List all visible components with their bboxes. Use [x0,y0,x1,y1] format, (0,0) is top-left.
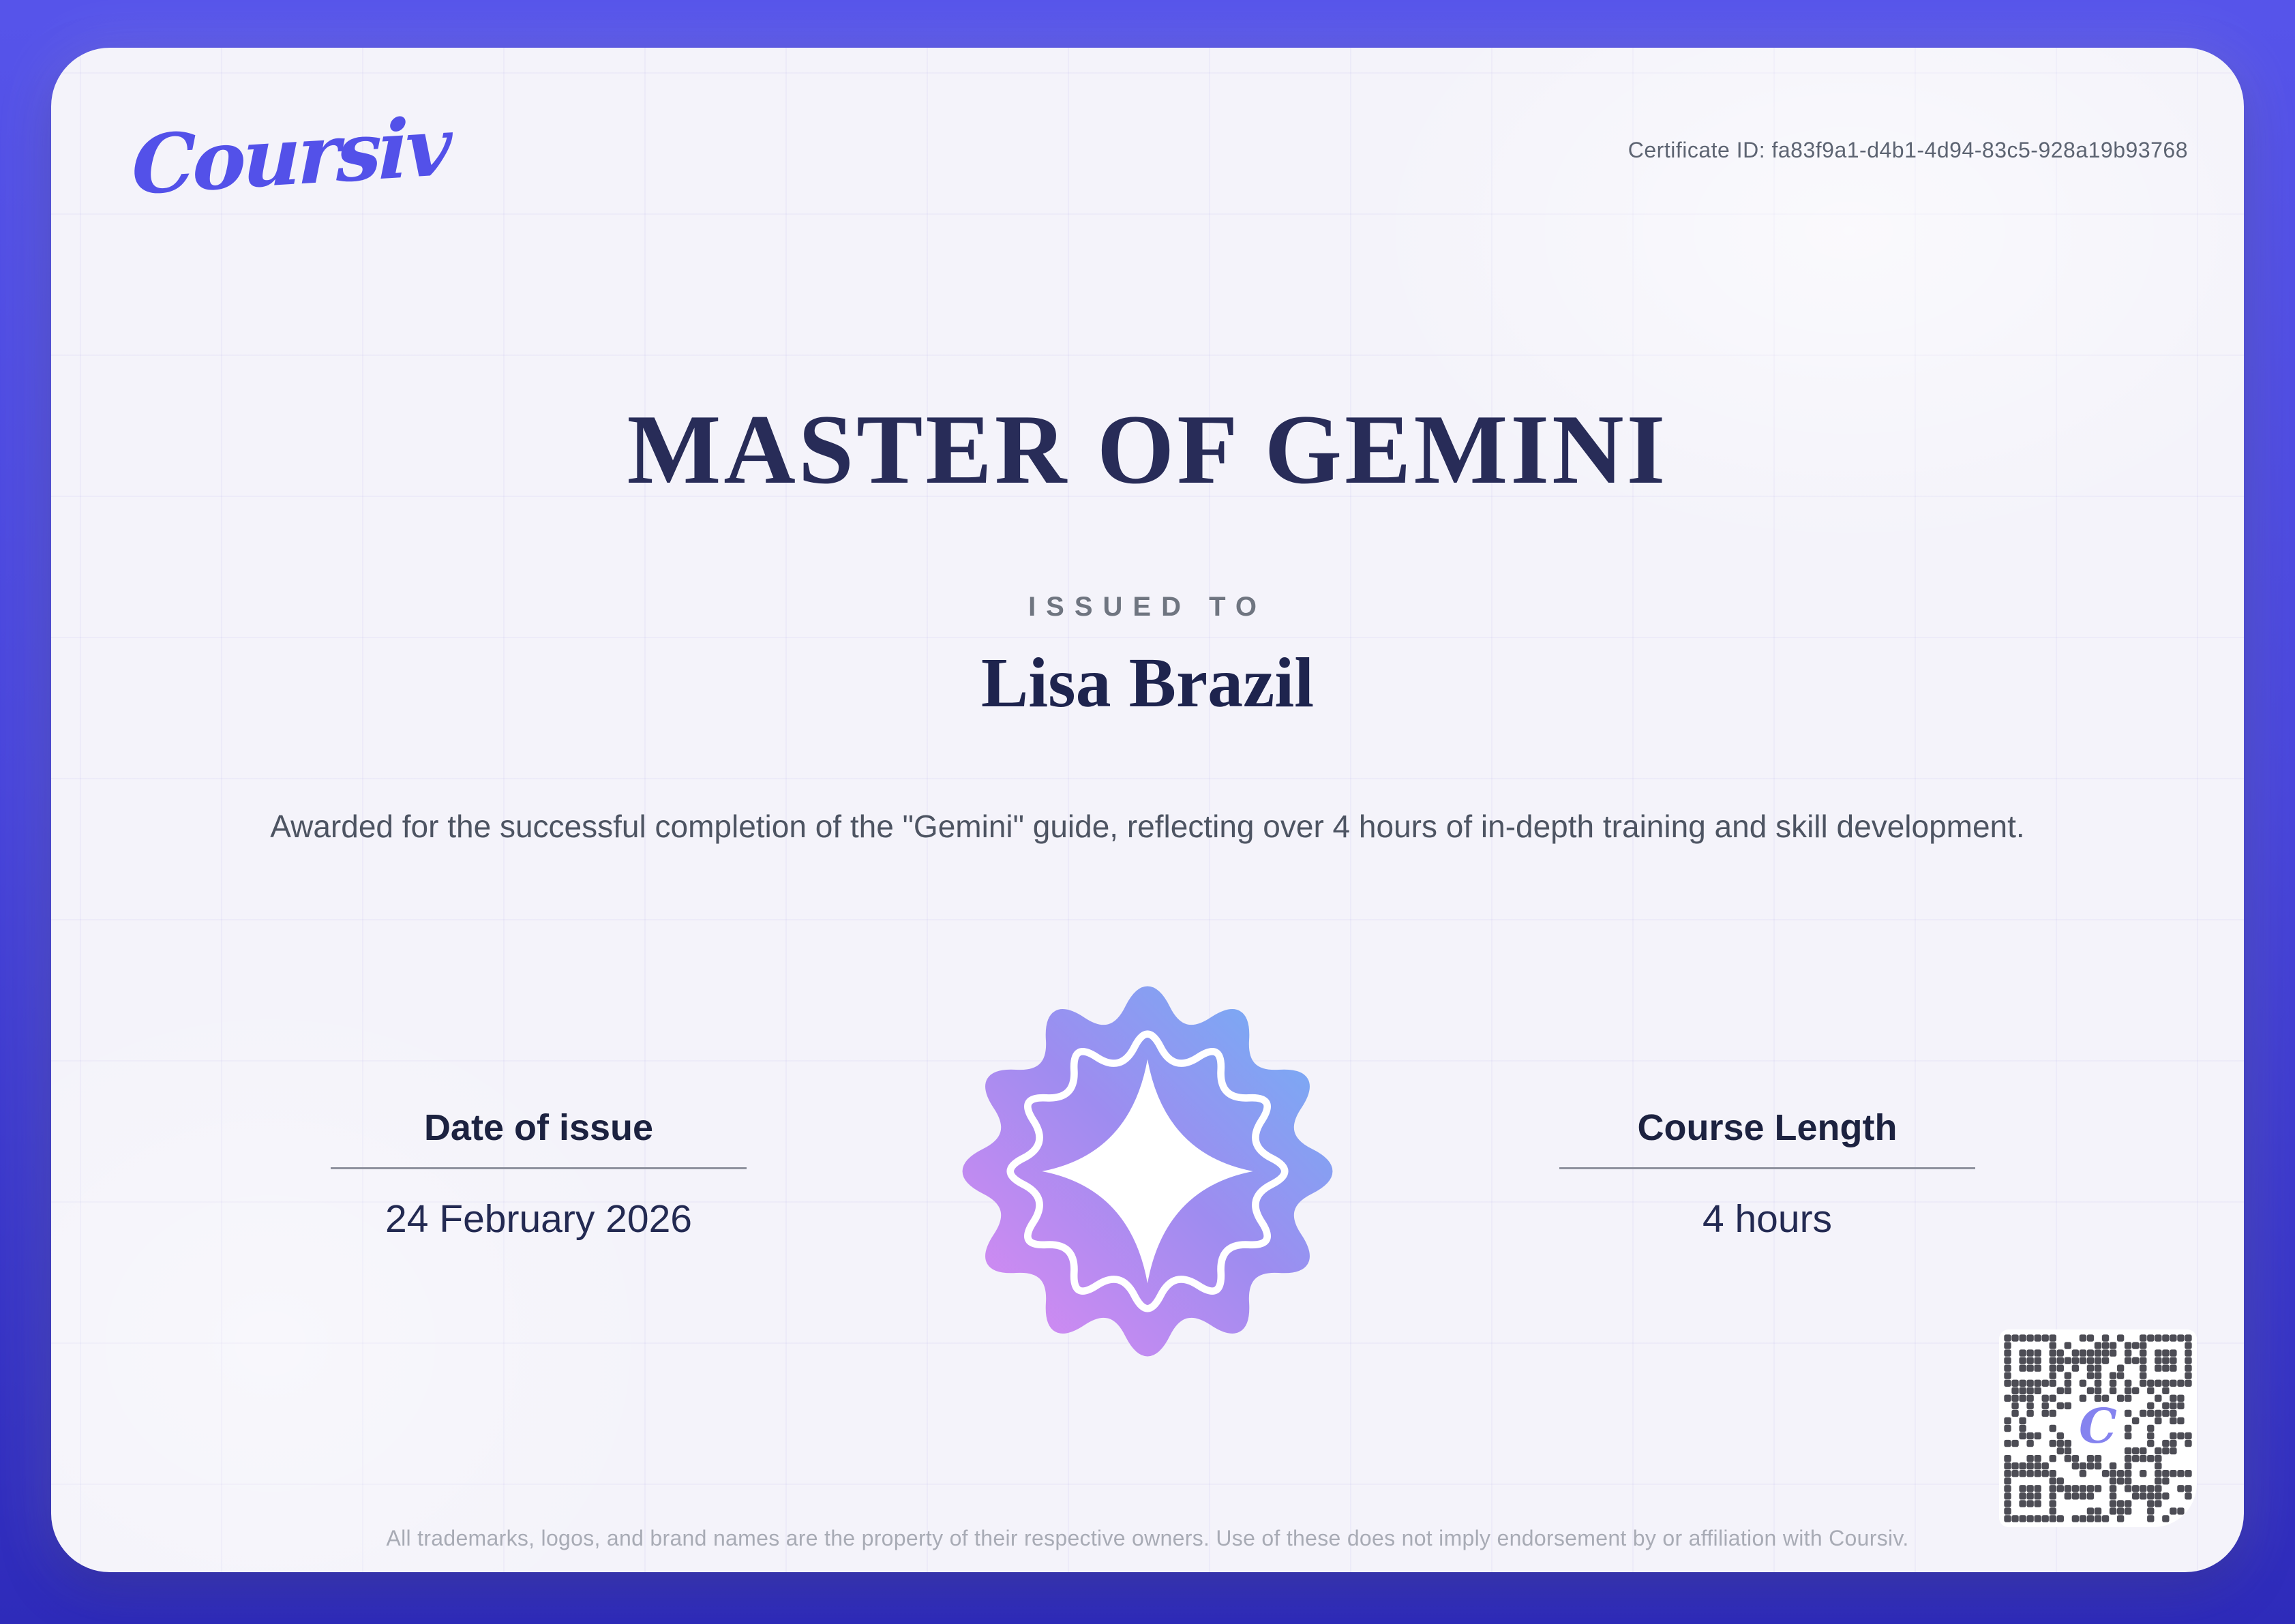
length-divider-line [1559,1167,1975,1169]
certificate-title: MASTER OF GEMINI [627,394,1668,505]
course-length-block [1532,1106,2002,1242]
coursiv-logo: Coursiv [131,98,449,213]
date-of-issue-value: 24 February 2026 [385,1197,692,1241]
recipient-name: Lisa Brazil [980,644,1315,722]
qr-center-logo: C [2079,1398,2117,1455]
course-length-value: 4 hours [1702,1197,1833,1241]
date-of-issue-block [303,1106,774,1242]
qr-code [1999,1329,2197,1527]
date-divider-line [331,1167,747,1169]
disclaimer-text: All trademarks, logos, and brand names are the property of their respective owners. Use of these does not imply endorsement by or affiliation with Coursiv. [386,1526,1909,1550]
sparkle-seal-badge-icon [950,974,1345,1369]
date-of-issue-label: Date of issue [423,1107,654,1148]
course-length-label: Course Length [1637,1107,1897,1148]
certificate-card [51,48,2244,1572]
certificate-id: Certificate ID: fa83f9a1-d4b1-4d94-83c5-928a19b93768 [1627,138,2188,162]
award-description: Awarded for the successful completion of the "Gemini" guide, reflecting over 4 hours of in-depth training and skill development. [270,809,2025,844]
issued-to-label: ISSUED TO [1028,592,1267,622]
